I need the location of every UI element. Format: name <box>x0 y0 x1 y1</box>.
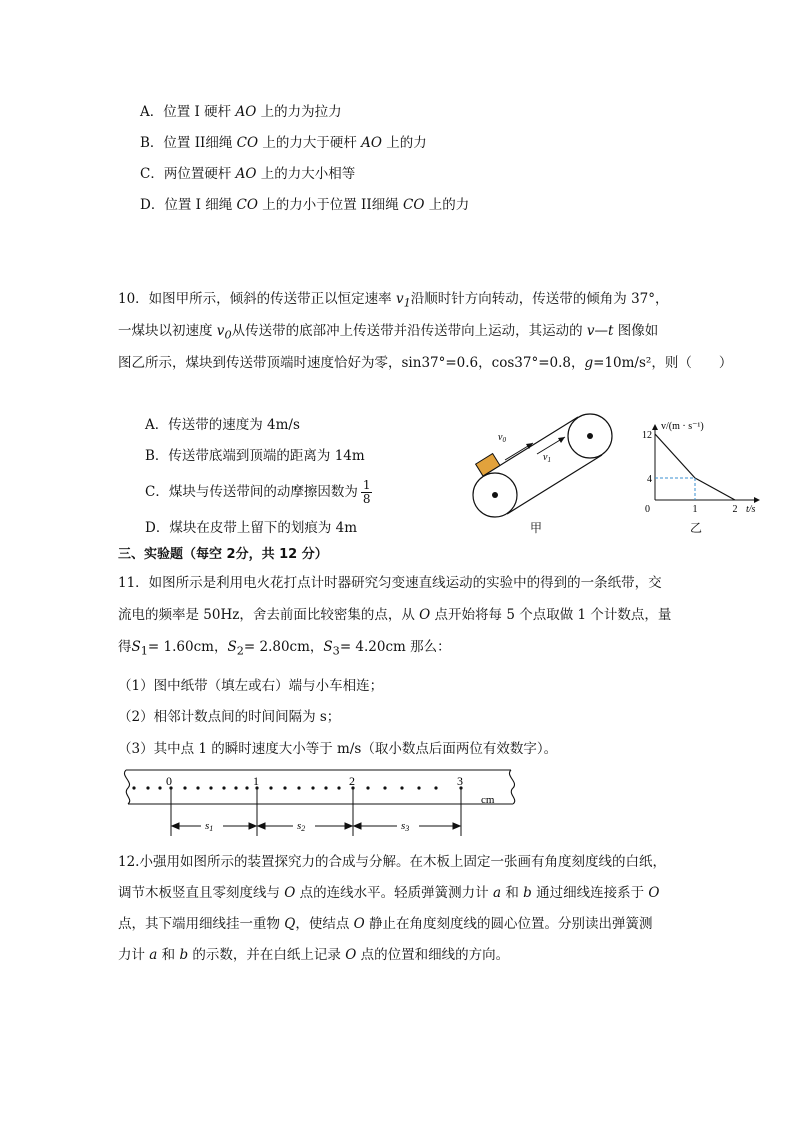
q9-option-a: A．位置 I 硬杆 AO 上的力为拉力 <box>140 104 342 120</box>
tape-dot <box>222 786 225 789</box>
q11-sub-1: （1）图中纸带（填左或右）端与小车相连； <box>118 678 384 694</box>
q11-sub-3: （3）其中点 1 的瞬时速度大小等于 m/s（取小数点后面两位有效数字）。 <box>118 741 558 757</box>
q10-option-b: B．传送带底端到顶端的距离为 14m <box>145 448 365 464</box>
v1-label: $v_1$ <box>543 452 551 464</box>
tape-dot <box>209 786 212 789</box>
vt-xtick-1: 1 <box>692 504 698 515</box>
tape-point-1: 1 <box>253 774 259 788</box>
belt-lower-edge <box>507 455 602 514</box>
q10-line-3: 图乙所示，煤块到传送带顶端时速度恰好为零，sin37°=0.6，cos37°=0.8，g=10m/s²，则（ ） <box>118 355 733 371</box>
q10-line-1: 10．如图甲所示，倾斜的传送带正以恒定速率 $v_1$沿顺时针方向转动，传送带的倾角为 37°， <box>118 291 669 310</box>
tape-dot <box>283 786 286 789</box>
q9-option-d: D．位置 I 细绳 CO 上的力小于位置 II细绳 CO 上的力 <box>140 197 470 213</box>
q12-line-4: 力计 a 和 b 的示数，并在白纸上记录 O 点的位置和细线的方向。 <box>118 947 510 963</box>
segment-label-s2: s2 <box>297 820 306 833</box>
tape-dot <box>417 786 420 789</box>
tape-point-0: 0 <box>166 774 172 788</box>
tape-left-torn-edge <box>124 770 129 804</box>
tape-dot <box>234 786 237 789</box>
q12-line-3: 点，其下端用细线挂一重物 Q，使结点 O 静止在角度刻度线的圆心位置。分别读出弹簧测 <box>118 916 653 932</box>
tape-point-2: 2 <box>349 774 355 788</box>
figure-jia-caption: 甲 <box>530 521 543 535</box>
top-roller-axle <box>587 433 593 439</box>
q11-line-1: 11．如图所示是利用电火花打点计时器研究匀变速直线运动的实验中的得到的一条纸带，交 <box>118 575 662 591</box>
tape-dot <box>297 786 300 789</box>
q11-line-2: 流电的频率是 50Hz，舍去前面比较密集的点，从 O 点开始将每 5 个点取做 1 个计数点，量 <box>118 607 672 623</box>
tape-dot <box>158 786 161 789</box>
q11-sub-2: （2）相邻计数点间的时间间隔为 s； <box>118 709 341 725</box>
q12-line-2: 调节木板竖直且零刻度线与 O 点的连线水平。轻质弹簧测力计 a 和 b 通过细线连接系于 O <box>118 885 660 901</box>
tape-dot <box>245 786 248 789</box>
tape-unit: cm <box>481 794 495 806</box>
tape-dot <box>434 786 437 789</box>
tape-dot <box>366 786 369 789</box>
segment-label-s3: s3 <box>401 820 410 833</box>
q12-line-1: 12.小强用如图所示的装置探究力的合成与分解。在木板上固定一张画有角度刻度线的白纸， <box>118 854 666 870</box>
bottom-roller-axle <box>492 492 498 498</box>
figure-yi-caption: 乙 <box>690 521 703 535</box>
tape-dot <box>383 786 386 789</box>
tape-dot <box>196 786 199 789</box>
y-axis-label: v/(m · s⁻¹) <box>661 421 704 432</box>
paper-tape-figure <box>118 766 528 846</box>
segment-label-s1: s1 <box>205 820 214 833</box>
v0-label: $v_0$ <box>498 432 506 444</box>
conveyor-belt-figure <box>465 408 625 538</box>
x-axis-label: t/s <box>746 504 756 515</box>
tape-dot <box>400 786 403 789</box>
tape-dot <box>146 786 149 789</box>
tape-dot <box>324 786 327 789</box>
q10-option-a: A．传送带的速度为 4m/s <box>145 417 300 433</box>
fraction-one-eighth: $\frac{1}{8}$ <box>362 478 371 506</box>
vt-xtick-2: 2 <box>732 504 738 515</box>
q9-option-b: B．位置 II细绳 CO 上的力大于硬杆 AO 上的力 <box>140 135 427 151</box>
tape-right-torn-edge <box>509 770 514 804</box>
q9-option-c: C．两位置硬杆 AO 上的力大小相等 <box>140 166 356 182</box>
q10-option-c: C．煤块与传送带间的动摩擦因数为 $\frac{1}{8}$ <box>145 478 371 506</box>
q10-option-d: D．煤块在皮带上留下的划痕为 4m <box>145 520 358 536</box>
tape-dot <box>132 786 135 789</box>
q10-line-2: 一煤块以初速度 $v_0$从传送带的底部冲上传送带并沿传送带向上运动，其运动的 v—t 图像如 <box>118 323 659 342</box>
tape-dot <box>183 786 186 789</box>
vt-ytick-12: 12 <box>642 430 652 441</box>
tape-dot <box>269 786 272 789</box>
tape-dots <box>132 786 462 789</box>
tape-point-3: 3 <box>457 774 463 788</box>
origin-label: 0 <box>645 504 650 515</box>
vt-ytick-4: 4 <box>647 474 652 485</box>
section-3-title: 三、实验题（每空 2分，共 12 分） <box>118 547 328 562</box>
vt-segment-0 <box>655 434 695 478</box>
vt-graph <box>635 415 770 515</box>
v1-arrow-head <box>558 437 565 443</box>
tape-dot <box>311 786 314 789</box>
vt-segment-1 <box>695 478 735 500</box>
tape-dot <box>337 786 340 789</box>
q11-line-3: 得$S_1= 1.60cm$，$S_2= 2.80cm$，$S_3= 4.20cm$ 那么： <box>118 639 451 658</box>
